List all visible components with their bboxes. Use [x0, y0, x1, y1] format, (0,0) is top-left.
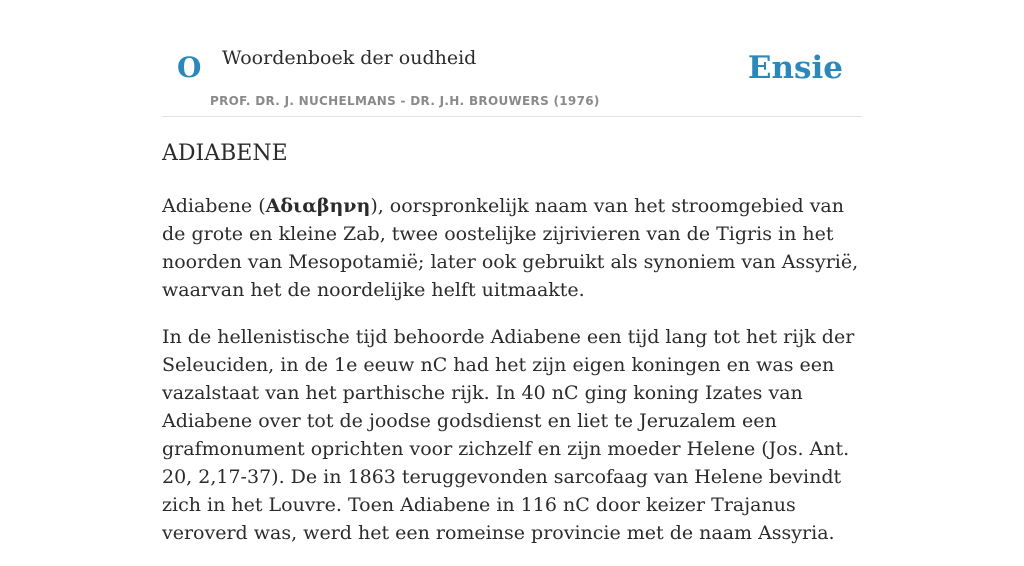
greek-term: Αδιαβηνη	[265, 195, 371, 217]
index-letter[interactable]: O	[177, 51, 202, 84]
p1-text-before: Adiabene (	[162, 195, 266, 217]
brand-logo[interactable]: Ensie	[747, 50, 843, 86]
entry-paragraph-2: In de hellenistische tijd behoorde Adiabene een tijd lang tot het rijk der Seleuciden, in de 1e eeuw nC had het zijn eigen koningen en was een vazalstaat van het parthische rijk. In 40 nC ging koning Izates van Adiabene over tot de joodse godsdienst en liet te Jeruzalem een grafmonument oprichten voor zichzelf en zijn moeder Helene (Jos. Ant. 20, 2,17-37). De in 1863 teruggevonden sarcofaag van Helene bevindt zich in het Louvre. Toen Adiabene in 116 nC door keizer Trajanus veroverd was, werd het een romeinse provincie met de naam Assyria.	[162, 326, 855, 544]
page	[162, 0, 862, 544]
book-title[interactable]: Woordenboek der oudheid	[222, 47, 477, 69]
book-authors: PROF. DR. J. NUCHELMANS - DR. J.H. BROUWERS (1976)	[210, 94, 600, 108]
entry-headword: ADIABENE	[162, 141, 288, 166]
entry-body	[162, 192, 862, 566]
entry-paragraph-1	[162, 192, 862, 304]
p1-text-after: ), oorspronkelijk naam van het stroomgebied van de grote en kleine Zab, twee oostelijke zijrivieren van de Tigris in het noorden van Mesopotamië; later ook gebruikt als synoniem van Assyrië, waarvan het de noordelijke helft uitmaakte.	[162, 195, 859, 301]
book-header	[162, 0, 862, 117]
